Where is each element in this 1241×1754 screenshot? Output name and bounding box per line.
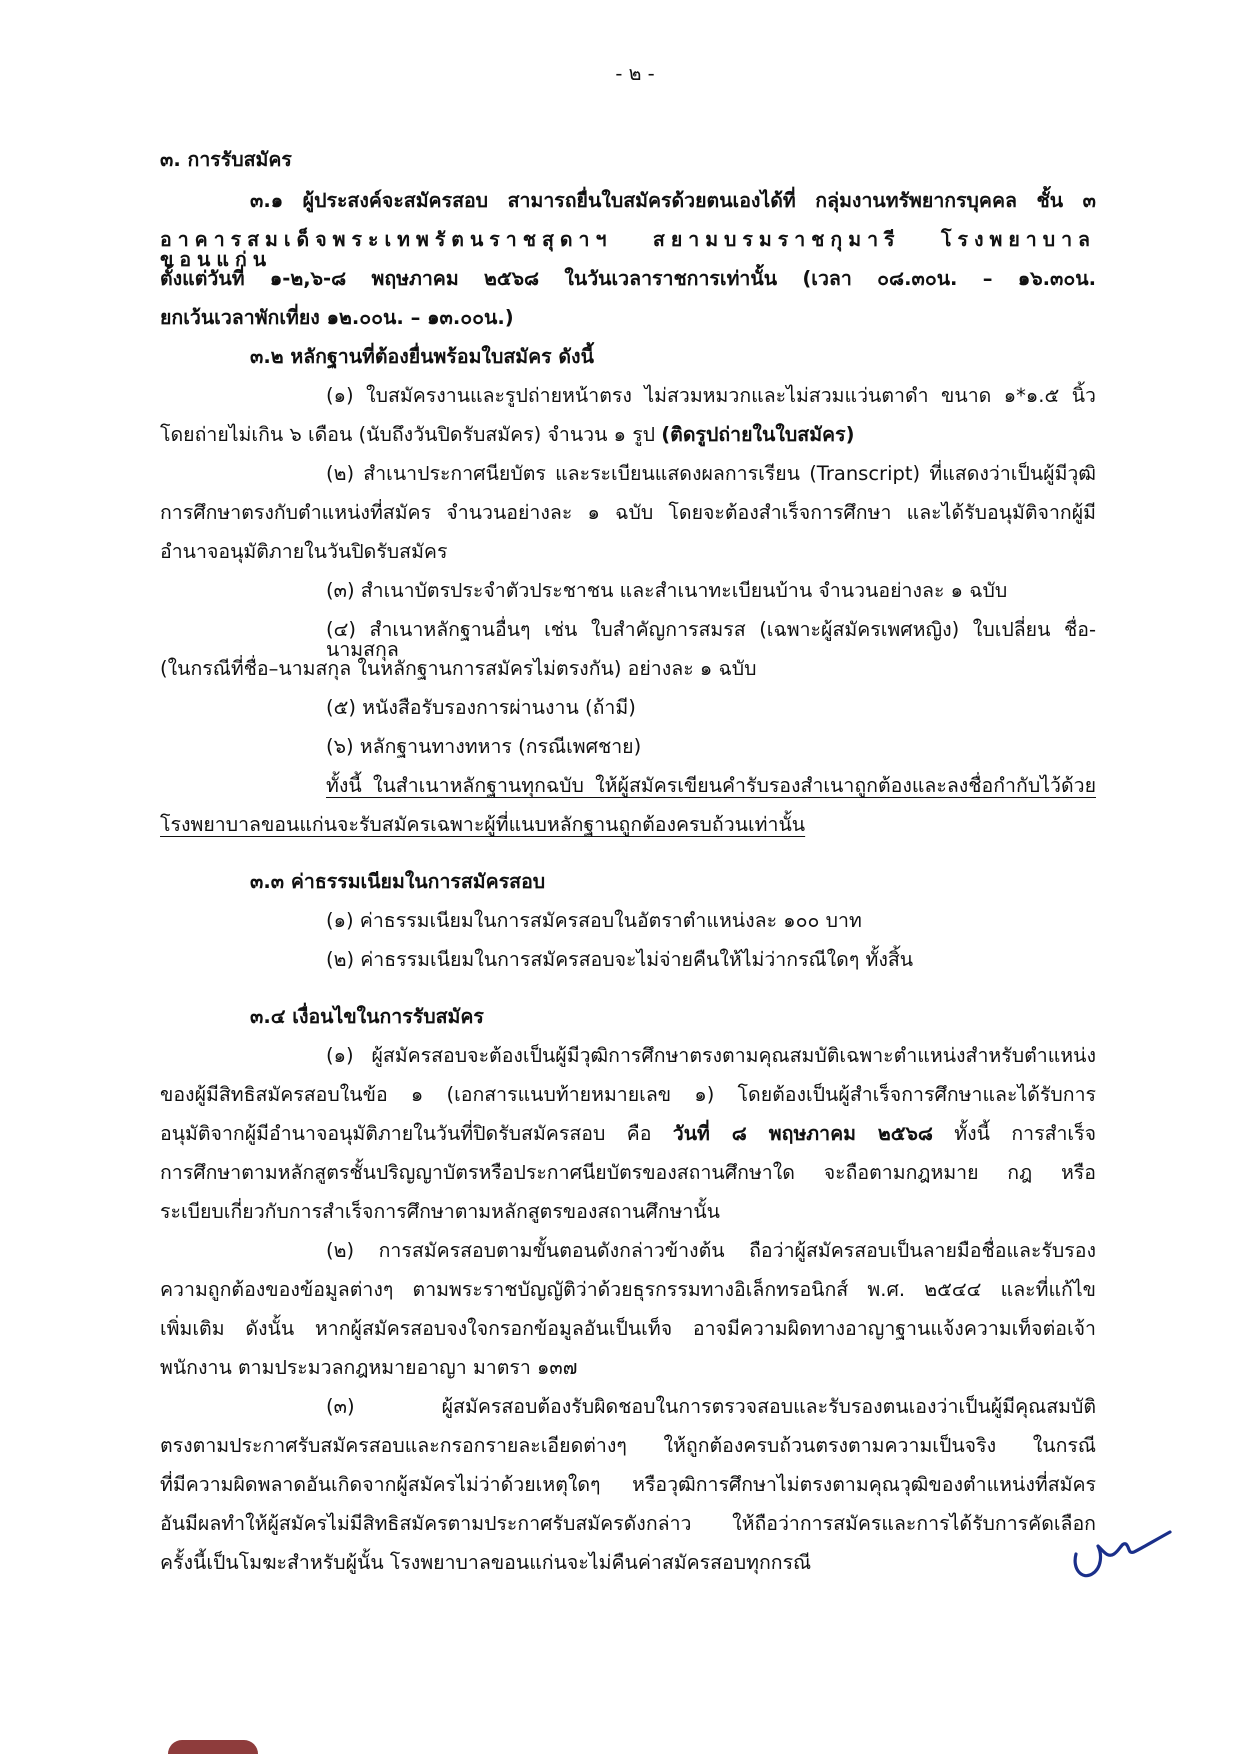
s32-item-1-bold: (ติดรูปถ่ายในใบสมัคร): [661, 423, 855, 446]
s34-p1-line-3-b: ทั้งนี้ การสำเร็จ: [932, 1122, 1096, 1145]
s31-line-3: ตั้งแต่วันที่ ๑-๒,๖-๘ พฤษภาคม ๒๕๖๘ ในวันเวลาราชการเท่านั้น (เวลา ๐๘.๓๐น. – ๑๖.๓๐น.: [160, 267, 1096, 290]
s34-p1-line-4: การศึกษาตามหลักสูตรชั้นปริญญาบัตรหรือประกาศนียบัตรของสถานศึกษาใด จะถือตามกฎหมาย กฎ หรือ: [160, 1161, 1096, 1184]
s34-p3-line-5: ครั้งนี้เป็นโมฆะสำหรับผู้นั้น โรงพยาบาลขอนแก่นจะไม่คืนค่าสมัครสอบทุกกรณี: [160, 1551, 812, 1574]
s32-item-5: (๕) หนังสือรับรองการผ่านงาน (ถ้ามี): [326, 696, 636, 719]
s34-p2-line-2: ความถูกต้องของข้อมูลต่างๆ ตามพระราชบัญญัติว่าด้วยธุรกรรมทางอิเล็กทรอนิกส์ พ.ศ. ๒๕๔๔ และที่แก้ไข: [160, 1278, 1096, 1301]
s32-item-2-line-3: อำนาจอนุมัติภายในวันปิดรับสมัคร: [160, 540, 448, 563]
s32-item-6: (๖) หลักฐานทางทหาร (กรณีเพศชาย): [326, 735, 642, 758]
s32-item-1-plain: โดยถ่ายไม่เกิน ๖ เดือน (นับถึงวันปิดรับสมัคร) จำนวน ๑ รูป: [160, 423, 662, 446]
section-heading: ๓. การรับสมัคร: [160, 148, 292, 171]
s32-item-2-line-2: การศึกษาตรงกับตำแหน่งที่สมัคร จำนวนอย่างละ ๑ ฉบับ โดยจะต้องสำเร็จการศึกษา และได้รับอนุมัติจากผู้มี: [160, 501, 1096, 524]
s31-line-2: อาคารสมเด็จพระเทพรัตนราชสุดาฯ สยามบรมราชกุมารี โรงพยาบาลขอนแก่น: [160, 228, 1096, 271]
s31-line-1: ๓.๑ ผู้ประสงค์จะสมัครสอบ สามารถยื่นใบสมัครด้วยตนเองได้ที่ กลุ่มงานทรัพยากรบุคคล ชั้น ๓: [250, 189, 1096, 212]
s32-item-4-line-1: (๔) สำเนาหลักฐานอื่นๆ เช่น ใบสำคัญการสมรส (เฉพาะผู้สมัครเพศหญิง) ใบเปลี่ยน ชื่อ-นามสกุล: [326, 618, 1096, 661]
s34-p3-line-3: ที่มีความผิดพลาดอันเกิดจากผู้สมัครไม่ว่าด้วยเหตุใดๆ หรือวุฒิการศึกษาไม่ตรงตามคุณวุฒิของตำแหน่งที่สมัคร: [160, 1473, 1096, 1496]
s33-item-1: (๑) ค่าธรรมเนียมในการสมัครสอบในอัตราตำแหน่งละ ๑๐๐ บาท: [326, 909, 862, 932]
s34-p3-line-4: อันมีผลทำให้ผู้สมัครไม่มีสิทธิสมัครตามประกาศรับสมัครดังกล่าว ให้ถือว่าการสมัครและการได้รับการคัดเลือก: [160, 1512, 1096, 1535]
s34-p1-line-3-a: อนุมัติจากผู้มีอำนาจอนุมัติภายในวันที่ปิดรับสมัครสอบ คือ: [160, 1122, 673, 1145]
s34-heading: ๓.๔ เงื่อนไขในการรับสมัคร: [250, 1005, 484, 1028]
page-number: - ๒ -: [615, 62, 655, 85]
s33-heading: ๓.๓ ค่าธรรมเนียมในการสมัครสอบ: [250, 870, 546, 893]
s34-p2-line-4: พนักงาน ตามประมวลกฎหมายอาญา มาตรา ๑๓๗: [160, 1356, 578, 1379]
s34-p1-line-3: [160, 1124, 1096, 1144]
s32-item-1-line-2: [160, 425, 854, 445]
s34-p3-line-1: (๓) ผู้สมัครสอบต้องรับผิดชอบในการตรวจสอบและรับรองตนเองว่าเป็นผู้มีคุณสมบัติ: [326, 1395, 1096, 1418]
s32-item-2-line-1: (๒) สำเนาประกาศนียบัตร และระเบียนแสดงผลการเรียน (Transcript) ที่แสดงว่าเป็นผู้มีวุฒิ: [326, 462, 1096, 485]
handwritten-signature: [1068, 1514, 1178, 1584]
s32-heading: ๓.๒ หลักฐานที่ต้องยื่นพร้อมใบสมัคร ดังนี้: [250, 345, 594, 368]
s34-p1-line-5: ระเบียบเกี่ยวกับการสำเร็จการศึกษาตามหลักสูตรของสถานศึกษานั้น: [160, 1200, 721, 1223]
page-edge-mark: [168, 1740, 258, 1754]
s32-item-4-line-2: (ในกรณีที่ชื่อ–นามสกุล ในหลักฐานการสมัครไม่ตรงกัน) อย่างละ ๑ ฉบับ: [160, 657, 757, 680]
s34-p1-line-3-bold: วันที่ ๘ พฤษภาคม ๒๕๖๘: [672, 1122, 933, 1145]
s32-item-3: (๓) สำเนาบัตรประจำตัวประชาชน และสำเนาทะเบียนบ้าน จำนวนอย่างละ ๑ ฉบับ: [326, 579, 1008, 602]
s34-p3-line-2: ตรงตามประกาศรับสมัครสอบและกรอกรายละเอียดต่างๆ ให้ถูกต้องครบถ้วนตรงตามความเป็นจริง ในกรณี: [160, 1434, 1096, 1457]
s34-p1-line-2: ของผู้มีสิทธิสมัครสอบในข้อ ๑ (เอกสารแนบท้ายหมายเลข ๑) โดยต้องเป็นผู้สำเร็จการศึกษาและได้รับการ: [160, 1083, 1096, 1106]
s32-note-line-2: โรงพยาบาลขอนแก่นจะรับสมัครเฉพาะผู้ที่แนบหลักฐานถูกต้องครบถ้วนเท่านั้น: [160, 813, 806, 836]
s34-p2-line-1: (๒) การสมัครสอบตามขั้นตอนดังกล่าวข้างต้น ถือว่าผู้สมัครสอบเป็นลายมือชื่อและรับรอง: [326, 1239, 1096, 1262]
s31-line-4: ยกเว้นเวลาพักเที่ยง ๑๒.๐๐น. – ๑๓.๐๐น.): [160, 306, 514, 329]
s32-note-line-1: ทั้งนี้ ในสำเนาหลักฐานทุกฉบับ ให้ผู้สมัครเขียนคำรับรองสำเนาถูกต้องและลงชื่อกำกับไว้ด้วย: [326, 774, 1096, 797]
s34-p2-line-3: เพิ่มเติม ดังนั้น หากผู้สมัครสอบจงใจกรอกข้อมูลอันเป็นเท็จ อาจมีความผิดทางอาญาฐานแจ้งความเท็จต่อเจ้า: [160, 1317, 1096, 1340]
s32-item-1-line-1: (๑) ใบสมัครงานและรูปถ่ายหน้าตรง ไม่สวมหมวกและไม่สวมแว่นตาดำ ขนาด ๑*๑.๕ นิ้ว: [326, 384, 1096, 407]
s34-p1-line-1: (๑) ผู้สมัครสอบจะต้องเป็นผู้มีวุฒิการศึกษาตรงตามคุณสมบัติเฉพาะตำแหน่งสำหรับตำแหน่ง: [326, 1044, 1096, 1067]
s33-item-2: (๒) ค่าธรรมเนียมในการสมัครสอบจะไม่จ่ายคืนให้ไม่ว่ากรณีใดๆ ทั้งสิ้น: [326, 948, 914, 971]
